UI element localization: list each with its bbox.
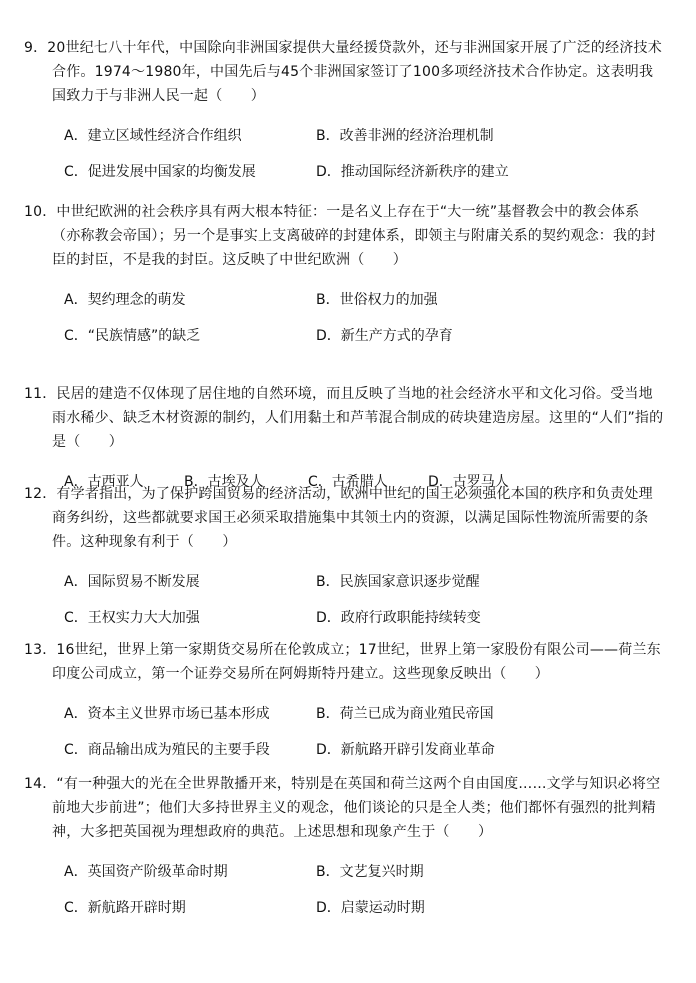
question-9 — [24, 36, 664, 190]
question-13 — [24, 638, 664, 768]
question-14 — [24, 772, 664, 926]
question-14-options — [24, 854, 664, 926]
question-9-option-a[interactable]: A．建立区域性经济合作组织 — [64, 128, 242, 144]
question-14-option-c[interactable]: C．新航路开辟时期 — [64, 900, 186, 916]
question-12-option-b[interactable]: B．民族国家意识逐步觉醒 — [316, 574, 480, 590]
question-13-option-b[interactable]: B．荷兰已成为商业殖民帝国 — [316, 706, 494, 722]
question-12 — [24, 482, 664, 636]
question-12-option-c[interactable]: C．王权实力大大加强 — [64, 610, 200, 626]
question-9-option-c[interactable]: C．促进发展中国家的均衡发展 — [64, 164, 256, 180]
question-9-option-b[interactable]: B．改善非洲的经济治理机制 — [316, 128, 494, 144]
question-10-option-c[interactable]: C．“民族情感”的缺乏 — [64, 328, 201, 344]
question-13-stem: 13．16世纪，世界上第一家期货交易所在伦敦成立；17世纪，世界上第一家股份有限公司——荷兰东印度公司成立，第一个证券交易所在阿姆斯特丹建立。这些现象反映出（ ） — [24, 642, 661, 682]
question-11-option-a[interactable]: A．古西亚人 — [64, 474, 144, 490]
question-9-stem: 9．20世纪七八十年代，中国除向非洲国家提供大量经援贷款外，还与非洲国家开展了广泛的经济技术合作。1974～1980年，中国先后与45个非洲国家签订了100多项经济技术合作协定。这表明我国致力于与非洲人民一起（ ） — [24, 40, 662, 104]
question-10-options — [24, 282, 664, 354]
question-11-option-b[interactable]: B．古埃及人 — [184, 474, 264, 490]
question-14-option-b[interactable]: B．文艺复兴时期 — [316, 864, 424, 880]
question-12-options — [24, 564, 664, 636]
question-9-option-d[interactable]: D．推动国际经济新秩序的建立 — [316, 164, 509, 180]
question-12-option-d[interactable]: D．政府行政职能持续转变 — [316, 610, 481, 626]
question-11-option-c[interactable]: C．古希腊人 — [308, 474, 388, 490]
question-12-option-a[interactable]: A．国际贸易不断发展 — [64, 574, 200, 590]
question-11-option-d[interactable]: D．古罗马人 — [428, 474, 509, 490]
question-12-stem: 12．有学者指出，为了保护跨国贸易的经济活动，欧洲中世纪的国王必须强化本国的秩序和负责处理商务纠纷，这些都就要求国王必须采取措施集中其领土内的资源，以满足国际性物流所需要的条件。这种现象有利于（ ） — [24, 486, 653, 550]
question-10-option-d[interactable]: D．新生产方式的孕育 — [316, 328, 453, 344]
question-14-stem: 14．“有一种强大的光在全世界散播开来，特别是在英国和荷兰这两个自由国度……文学与知识必将空前地大步前进”；他们大多持世界主义的观念，他们谈论的只是全人类；他们都怀有强烈的批判精神，大多把英国视为理想政府的典范。上述思想和现象产生于（ ） — [24, 776, 661, 840]
question-10-stem: 10．中世纪欧洲的社会秩序具有两大根本特征：一是名义上存在于“大一统”基督教会中的教会体系（亦称教会帝国）；另一个是事实上支离破碎的封建体系，即领主与附庸关系的契约观念：我的封臣的封臣，不是我的封臣。这反映了中世纪欧洲（ ） — [24, 204, 656, 268]
question-14-option-a[interactable]: A．英国资产阶级革命时期 — [64, 864, 228, 880]
question-13-option-d[interactable]: D．新航路开辟引发商业革命 — [316, 742, 495, 758]
question-10-option-a[interactable]: A．契约理念的萌发 — [64, 292, 186, 308]
question-13-options — [24, 696, 664, 768]
question-9-options — [24, 118, 664, 190]
question-10 — [24, 200, 664, 354]
question-13-option-a[interactable]: A．资本主义世界市场已基本形成 — [64, 706, 270, 722]
question-10-option-b[interactable]: B．世俗权力的加强 — [316, 292, 438, 308]
question-14-option-d[interactable]: D．启蒙运动时期 — [316, 900, 425, 916]
question-11-stem: 11．民居的建造不仅体现了居住地的自然环境，而且反映了当地的社会经济水平和文化习俗。受当地雨水稀少、缺乏木材资源的制约，人们用黏土和芦苇混合制成的砖块建造房屋。这里的“人们”指的是（ ） — [24, 386, 664, 450]
question-13-option-c[interactable]: C．商品输出成为殖民的主要手段 — [64, 742, 270, 758]
